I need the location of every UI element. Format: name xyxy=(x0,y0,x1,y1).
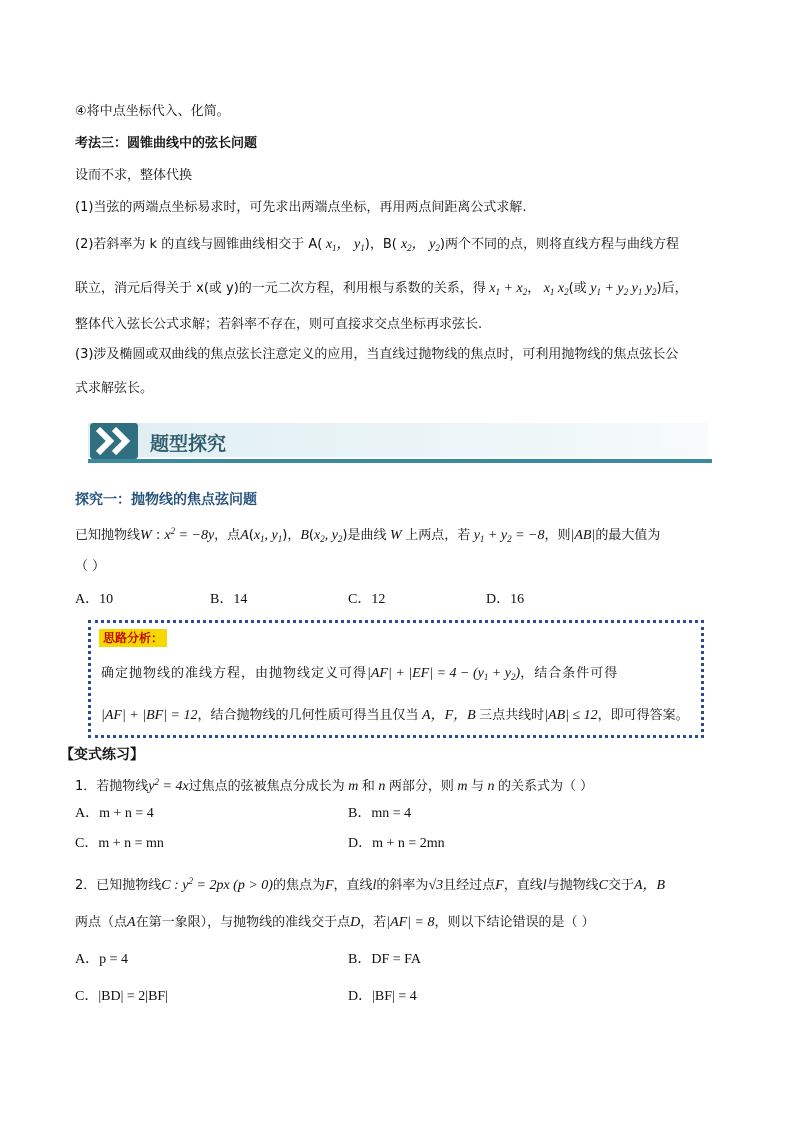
q-option-b[interactable]: B．14 xyxy=(210,592,248,607)
v2-e: 且经过点 xyxy=(443,878,496,893)
variant2-question-line1: 2．已知抛物线C : $y^2 = 2px$ (p > 0)的焦点为F，直线l的斜率为√3且经过点F，直线l与抛物线C交于A，B xyxy=(75,876,666,893)
v1-option-d[interactable]: D．m + n = 2mn xyxy=(348,836,445,851)
q-a: 已知抛物线 xyxy=(75,528,141,543)
banner-underline xyxy=(88,459,712,463)
hint-l2c: ，即可得答案。 xyxy=(597,708,689,723)
method3-title: 考法三：圆锥曲线中的弦长问题 xyxy=(75,136,258,151)
hint-l2a: ，结合抛物线的几何性质可得当且仅当 xyxy=(197,708,419,723)
v2-option-c[interactable]: C．|BD| = 2|BF| xyxy=(75,989,169,1004)
v2-f: ，直线 xyxy=(503,878,543,893)
v1-f: 的关系式为（ ） xyxy=(497,779,594,794)
v1-a: 1．若抛物线 xyxy=(75,779,149,794)
v2-option-a[interactable]: A．p = 4 xyxy=(75,952,129,967)
v2-d: 的斜率为 xyxy=(376,878,429,893)
variant1-question: 1．若抛物线$y^2 = 4x$过焦点的弦被焦点分成长为 m 和 n 两部分，则 m 与 n 的关系式为（ ） xyxy=(75,777,594,794)
v1-c: 和 xyxy=(361,779,375,794)
p2b: )两个不同的点，则将直线方程与曲线方程 xyxy=(439,237,679,252)
v2-a: 2．已知抛物线 xyxy=(75,878,162,893)
hint-line1: 确定抛物线的准线方程，由抛物线定义可得$|AF| + |EF| = 4 - (y_1 + y_2)$，结合条件可得 xyxy=(101,666,619,682)
midpoint-step: ④将中点坐标代入、化简。 xyxy=(75,104,230,119)
method3-p2-line1: (2)若斜率为 k 的直线与圆锥曲线相交于 A( $x_1$， $y_1$)，B( $x_2$， $y_2$)两个不同的点，则将直线方程与曲线方程 xyxy=(75,237,679,253)
p2d: 后， xyxy=(661,281,688,296)
q-d: 上两点，若 xyxy=(405,528,471,543)
q-c: 是曲线 xyxy=(347,528,387,543)
v2-c: ，直线 xyxy=(333,878,373,893)
v1-d: 两部分，则 xyxy=(388,779,454,794)
v2-l2a: 两点（点 xyxy=(75,915,128,930)
v1-e: 与 xyxy=(470,779,484,794)
hint-l1b: ，结合条件可得 xyxy=(520,666,619,681)
method3-p3-line2: 式求解弦长。 xyxy=(75,381,154,396)
v2-g: 与抛物线 xyxy=(546,878,599,893)
v2-l2b: 在第一象限），与抛物线的准线交于点 xyxy=(135,915,351,930)
explore1-title: 探究一：抛物线的焦点弦问题 xyxy=(75,492,257,508)
q-b: ，点 xyxy=(214,528,241,543)
hint-l1a: 确定抛物线的准线方程，由抛物线定义可得 xyxy=(101,666,368,681)
p2c: 联立，消元后得关于 x(或 y)的一元二次方程，利用根与系数的关系，得 xyxy=(75,281,486,296)
double-chevron-icon xyxy=(90,421,140,461)
method3-p2-line2: 联立，消元后得关于 x(或 y)的一元二次方程，利用根与系数的关系，得 $x_1 + x_2$， $x_1$ $x_2$(或 $y_1 + y_2$ $y_1$ $y_2$)后， xyxy=(75,281,688,297)
method3-p2-line3: 整体代入弦长公式求解；若斜率不存在，则可直接求交点坐标再求弦长. xyxy=(75,317,483,332)
v1-option-a[interactable]: A．m + n = 4 xyxy=(75,806,154,821)
q-option-d[interactable]: D．16 xyxy=(486,592,525,607)
method3-p1: (1)当弦的两端点坐标易求时，可先求出两端点坐标，再用两点间距离公式求解. xyxy=(75,200,527,215)
v2-option-d[interactable]: D．|BF| = 4 xyxy=(348,989,417,1004)
variant2-question-line2: 两点（点A在第一象限），与抛物线的准线交于点D，若|AF| = 8，则以下结论错误的是（ ） xyxy=(75,915,595,930)
question-main: 已知抛物线W : $x^2 = -8y$，点$A(x_1$, $y_1$)，$B(x_2$, $y_2$)是曲线 W 上两点，若 $y_1 + y_2 = -8$，则|AB|的最大值为 xyxy=(75,526,661,544)
v2-h: 交于 xyxy=(607,878,634,893)
q-e: ，则 xyxy=(544,528,571,543)
v1-option-b[interactable]: B．mn = 4 xyxy=(348,806,412,821)
hint-label: 思路分析： xyxy=(99,629,167,647)
variant-title: 【变式练习】 xyxy=(60,747,144,763)
method3-p3-line1: (3)涉及椭圆或双曲线的焦点弦长注意定义的应用，当直线过抛物线的焦点时，可利用抛物线的焦点弦长公 xyxy=(75,347,679,362)
hint-line2: |AF| + |BF| = 12，结合抛物线的几何性质可得当且仅当 A，F，B 三点共线时|AB| ≤ 12，即可得答案。 xyxy=(101,708,689,723)
method3-intro: 设而不求，整体代换 xyxy=(75,168,193,183)
p2a: (2)若斜率为 k 的直线与圆锥曲线相交于 A( xyxy=(75,237,323,252)
q-f: 的最大值为 xyxy=(595,528,661,543)
v2-l2c: ，若 xyxy=(360,915,387,930)
v2-b: 的焦点为 xyxy=(272,878,325,893)
q-option-c[interactable]: C．12 xyxy=(348,592,386,607)
question-paren: （ ） xyxy=(75,559,106,574)
v1-b: 过焦点的弦被焦点分成长为 xyxy=(188,779,345,794)
q-option-a[interactable]: A．10 xyxy=(75,592,114,607)
v2-option-b[interactable]: B．DF = FA xyxy=(348,952,421,967)
section-banner xyxy=(88,417,712,467)
v2-l2d: ，则以下结论错误的是（ ） xyxy=(434,915,595,930)
v1-option-c[interactable]: C．m + n = mn xyxy=(75,836,164,851)
hint-l2b: 三点共线时 xyxy=(479,708,545,723)
banner-title: 题型探究 xyxy=(150,433,227,455)
